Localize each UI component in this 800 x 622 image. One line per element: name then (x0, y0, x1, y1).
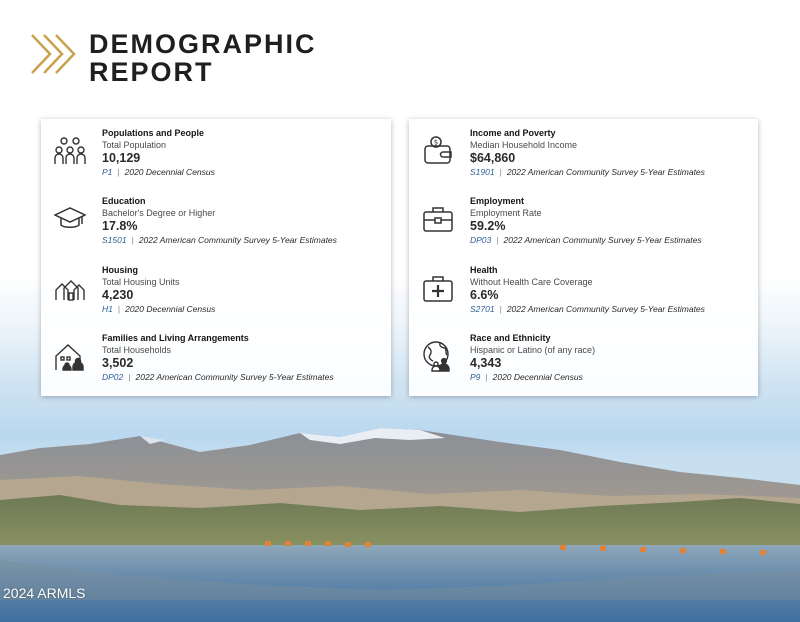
source-name: 2020 Decennial Census (124, 167, 215, 177)
title-line-2: REPORT (89, 57, 214, 87)
medical-kit-icon (422, 272, 454, 304)
stat-source (102, 371, 334, 384)
source-name: 2022 American Community Survey 5-Year Estimates (138, 235, 337, 245)
stat-income (409, 127, 758, 187)
stat-subtitle: Bachelor's Degree or Higher (102, 208, 216, 218)
graduation-cap-icon (54, 203, 86, 235)
stat-title: Employment (470, 196, 525, 206)
stat-value: 59.2% (470, 219, 506, 233)
stat-source (102, 166, 215, 179)
separator: | (128, 372, 131, 382)
page-title (89, 30, 317, 86)
wallet-icon (422, 135, 454, 167)
stat-employment (409, 195, 758, 255)
separator: | (499, 167, 502, 177)
stat-title: Families and Living Arrangements (102, 333, 249, 343)
stat-subtitle: Median Household Income (470, 140, 578, 150)
stat-education (41, 195, 391, 255)
stat-value: 4,230 (102, 288, 134, 302)
stat-value: 3,502 (102, 356, 134, 370)
stat-value: 17.8% (102, 219, 138, 233)
source-code: P1 (102, 167, 113, 177)
stat-title: Health (470, 265, 498, 275)
title-line-1: DEMOGRAPHIC (89, 29, 317, 59)
source-code: P9 (470, 372, 481, 382)
source-code: DP02 (102, 372, 124, 382)
stat-source (102, 303, 215, 316)
people-group-icon (54, 135, 86, 167)
stat-population (41, 127, 391, 187)
source-name: 2022 American Community Survey 5-Year Estimates (506, 304, 705, 314)
briefcase-icon (422, 203, 454, 235)
stat-subtitle: Total Population (102, 140, 167, 150)
family-home-icon (54, 340, 86, 372)
stat-source (470, 371, 595, 384)
stats-card-right (409, 119, 758, 396)
houses-icon (54, 272, 86, 304)
separator: | (499, 304, 502, 314)
stat-race-ethnicity (409, 332, 758, 392)
stat-value: 10,129 (102, 151, 141, 165)
source-name: 2022 American Community Survey 5-Year Estimates (506, 167, 705, 177)
source-name: 2020 Decennial Census (492, 372, 583, 382)
stat-title: Race and Ethnicity (470, 333, 551, 343)
svg-text:$: $ (433, 138, 439, 147)
source-name: 2022 American Community Survey 5-Year Estimates (135, 372, 334, 382)
stat-families (41, 332, 391, 392)
stat-source (102, 234, 337, 247)
stat-title: Education (102, 196, 146, 206)
stat-subtitle: Total Housing Units (102, 277, 180, 287)
source-code: S1501 (102, 235, 127, 245)
source-code: H1 (102, 304, 113, 314)
separator: | (117, 304, 121, 314)
stat-health (409, 264, 758, 324)
source-code: S2701 (470, 304, 495, 314)
stat-subtitle: Hispanic or Latino (of any race) (470, 345, 596, 355)
stat-source (470, 234, 702, 247)
chevron-logo-icon (30, 33, 80, 75)
stat-housing (41, 264, 391, 324)
stat-value: 4,343 (470, 356, 502, 370)
stat-title: Populations and People (102, 128, 205, 138)
stats-card-left (41, 119, 391, 396)
stat-title: Housing (102, 265, 138, 275)
stat-source (470, 166, 705, 179)
separator: | (485, 372, 488, 382)
stat-value: $64,860 (470, 151, 516, 165)
source-name: 2020 Decennial Census (125, 304, 216, 314)
source-name: 2022 American Community Survey 5-Year Estimates (503, 235, 702, 245)
stat-subtitle: Without Health Care Coverage (470, 277, 593, 287)
stat-subtitle: Employment Rate (470, 208, 542, 218)
separator: | (496, 235, 499, 245)
stat-source (470, 303, 705, 316)
source-code: DP03 (470, 235, 492, 245)
separator: | (131, 235, 134, 245)
copyright-watermark: 2024 ARMLS (3, 585, 86, 601)
stat-subtitle: Total Households (102, 345, 172, 355)
stat-title: Income and Poverty (470, 128, 556, 138)
separator: | (117, 167, 120, 177)
stat-value: 6.6% (470, 288, 499, 302)
globe-people-icon (422, 340, 454, 372)
source-code: S1901 (470, 167, 495, 177)
